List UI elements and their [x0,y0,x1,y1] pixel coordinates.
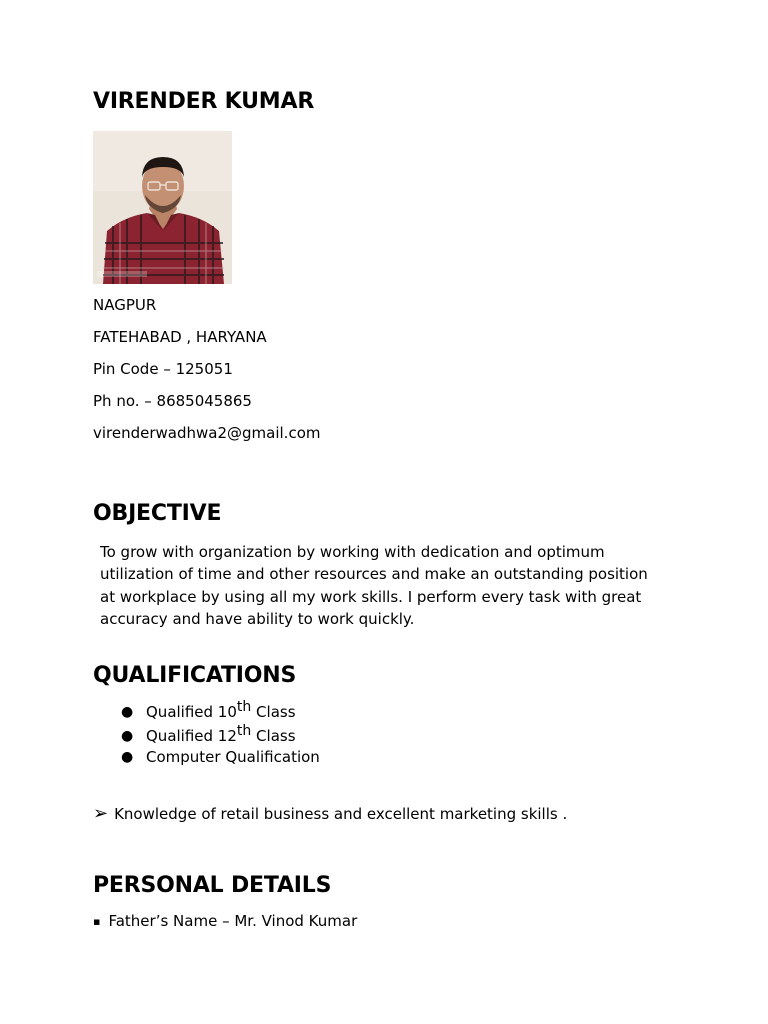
contact-email[interactable]: virenderwadhwa2@gmail.com [93,424,321,442]
qualification-text: Qualified 12 [146,727,237,745]
candidate-name: VIRENDER KUMAR [93,89,315,114]
contact-phone: Ph no. – 8685045865 [93,392,252,410]
contact-city: NAGPUR [93,296,157,314]
qualification-suffix: Class [251,727,296,745]
list-item [93,747,320,771]
objective-heading: OBJECTIVE [93,501,222,526]
personal-detail-item [93,912,357,930]
personal-details-heading: PERSONAL DETAILS [93,873,332,898]
contact-pin-code: Pin Code – 125051 [93,360,233,378]
knowledge-line [93,803,567,824]
qualification-suffix: Class [251,703,296,721]
square-bullet-icon: ▪ [93,914,101,928]
qualification-superscript: th [236,699,252,715]
qualifications-list [93,699,320,771]
arrowhead-bullet-icon: ➢ [93,803,109,824]
bullet-dot-icon: ● [121,728,134,744]
contact-district-state: FATEHABAD , HARYANA [93,328,267,346]
profile-photo-illustration [93,131,232,284]
objective-text: To grow with organization by working with dedication and optimum utilization of time and other resources and make an outstanding position at workplace by using all my work skills. I perform every task with great accuracy and have ability to work quickly. [100,543,648,628]
qualification-text: Computer Qualification [146,748,320,766]
bullet-dot-icon: ● [121,749,134,765]
bullet-dot-icon: ● [121,704,134,720]
profile-photo [93,131,232,284]
list-item [93,723,320,747]
fathers-name: Father’s Name – Mr. Vinod Kumar [108,912,358,930]
qualification-text: Qualified 10 [146,703,237,721]
list-item [93,699,320,726]
knowledge-text: Knowledge of retail business and excellent marketing skills . [114,804,568,823]
qualification-superscript: th [236,723,252,739]
qualifications-heading: QUALIFICATIONS [93,663,297,688]
